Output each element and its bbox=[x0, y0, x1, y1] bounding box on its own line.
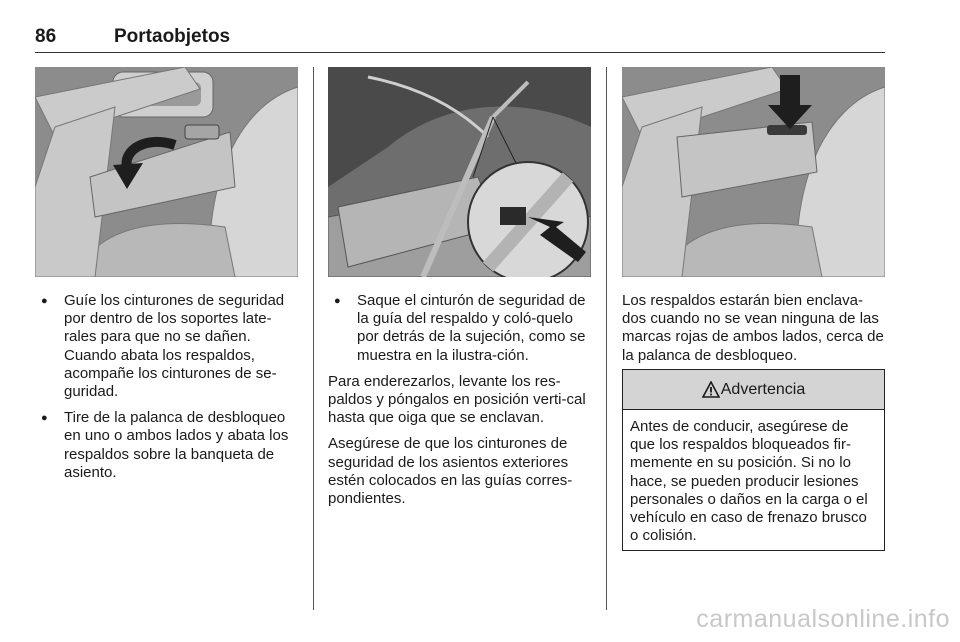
list-item: ● Saque el cinturón de seguridad de la guía del respaldo y coló-quelo por detrás de la sujeción, como se muestra en la ilustra-ción. bbox=[328, 292, 591, 365]
list-item: ● Guíe los cinturones de seguridad por dentro de los soportes late-rales para que no se dañen. Cuando abata los respaldos, acompañe los cinturones de se-guridad. bbox=[35, 292, 298, 401]
column-2 bbox=[328, 292, 591, 516]
column-separator-1 bbox=[313, 67, 314, 610]
header-rule bbox=[35, 52, 885, 53]
figure-seatbelt-guide bbox=[35, 67, 298, 277]
column-separator-2 bbox=[606, 67, 607, 610]
section-title: Portaobjetos bbox=[114, 26, 231, 47]
warning-triangle-icon bbox=[702, 381, 720, 398]
figure-seatback-locked bbox=[622, 67, 885, 277]
paragraph-locked: Los respaldos estarán bien enclava-dos cuando no se vean ninguna de las marcas rojas de ambos lados, cerca de la palanca de desbloqueo. bbox=[622, 292, 884, 364]
list-item: ● Tire de la palanca de desbloqueo en uno o ambos lados y abata los respaldos sobre la banqueta de asiento. bbox=[35, 409, 298, 482]
warning-text: Antes de conducir, asegúrese de que los respaldos bloqueados fir-memente en su posición. Si no lo hace, se pueden producir lesiones personales o daños en la carga o el vehículo en caso de frenazo brusco o colisión. bbox=[630, 418, 868, 545]
page-number: 86 bbox=[35, 26, 57, 47]
column-3 bbox=[622, 292, 885, 373]
warning-title: Advertencia bbox=[720, 380, 806, 398]
figure-seatbelt-behind-holder bbox=[328, 67, 591, 277]
warning-header bbox=[623, 370, 884, 410]
warning-box bbox=[622, 369, 885, 551]
column-1 bbox=[35, 292, 298, 490]
watermark: carmanualsonline.info bbox=[696, 605, 950, 633]
paragraph-straighten: Para enderezarlos, levante los res-paldos y póngalos en posición verti-cal hasta que oiga que se enclavan. bbox=[328, 372, 586, 427]
paragraph-belt-check: Asegúrese de que los cinturones de seguridad de los asientos exteriores estén colocados en las guías corres-pondientes. bbox=[328, 435, 573, 508]
